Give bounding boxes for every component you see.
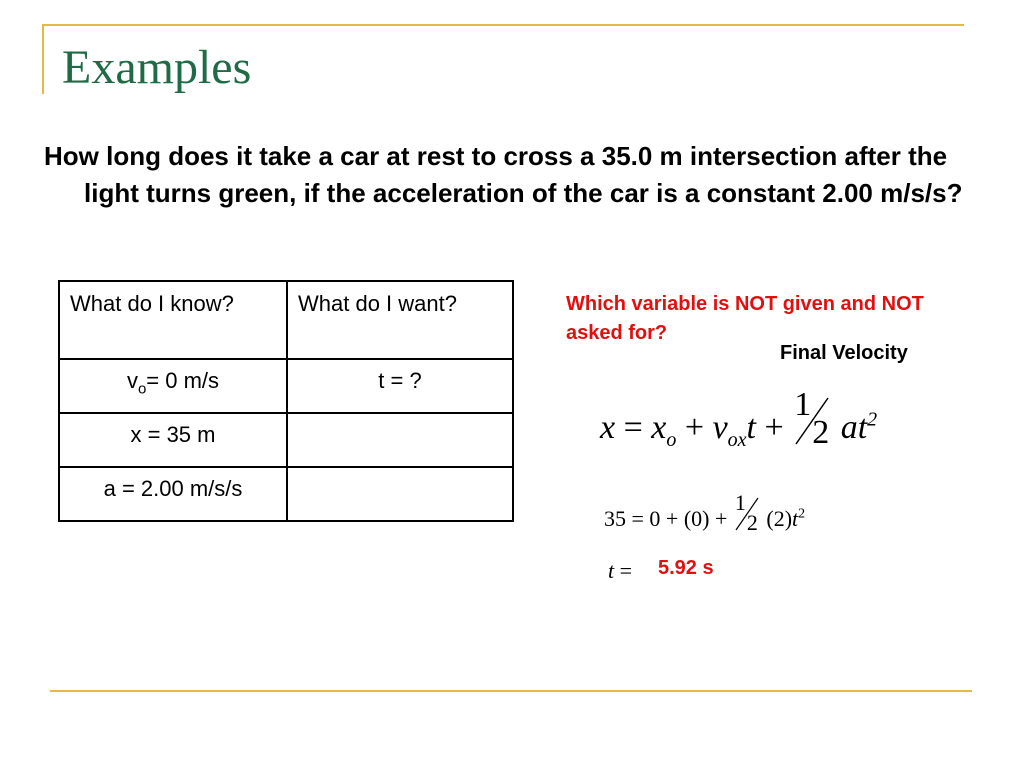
kinematics-equation: $x = x_o + v_{ox}t$ + 1 2 $at^2$	[600, 386, 878, 451]
cell-want	[287, 467, 513, 521]
bottom-rule	[50, 690, 972, 692]
solution-label: t =	[608, 558, 633, 583]
top-rule	[42, 24, 964, 26]
cell-know	[59, 359, 287, 413]
left-rule	[42, 24, 44, 94]
cell-know: x = 35 m	[59, 413, 287, 467]
solution-value: 5.92 s	[658, 557, 714, 579]
problem-statement: How long does it take a car at rest to cross a 35.0 m intersection after the light turns green, if the acceleration of the car is a constant 2.00 m/s/s?	[44, 141, 963, 208]
header-know: What do I know?	[59, 281, 287, 359]
variable-subscript: o	[137, 380, 147, 398]
table-row	[59, 359, 513, 413]
table-row	[59, 413, 513, 467]
cell-want: t = ?	[287, 359, 513, 413]
knowns-table	[58, 280, 514, 522]
variable-symbol: v	[126, 368, 138, 393]
header-want: What do I want?	[287, 281, 513, 359]
slide-title: Examples	[62, 41, 252, 94]
cell-know: a = 2.00 m/s/s	[59, 467, 287, 521]
missing-variable-prompt: Which variable is NOT given and NOT asked for?	[566, 293, 924, 344]
table-row	[59, 467, 513, 521]
cell-want	[287, 413, 513, 467]
substituted-equation: 35 = 0 + (0) + 1 2 $(2)t^2$	[604, 490, 806, 535]
table-header-row	[59, 281, 513, 359]
missing-variable-answer: Final Velocity	[780, 342, 908, 364]
variable-value: = 0 m/s	[146, 368, 220, 393]
